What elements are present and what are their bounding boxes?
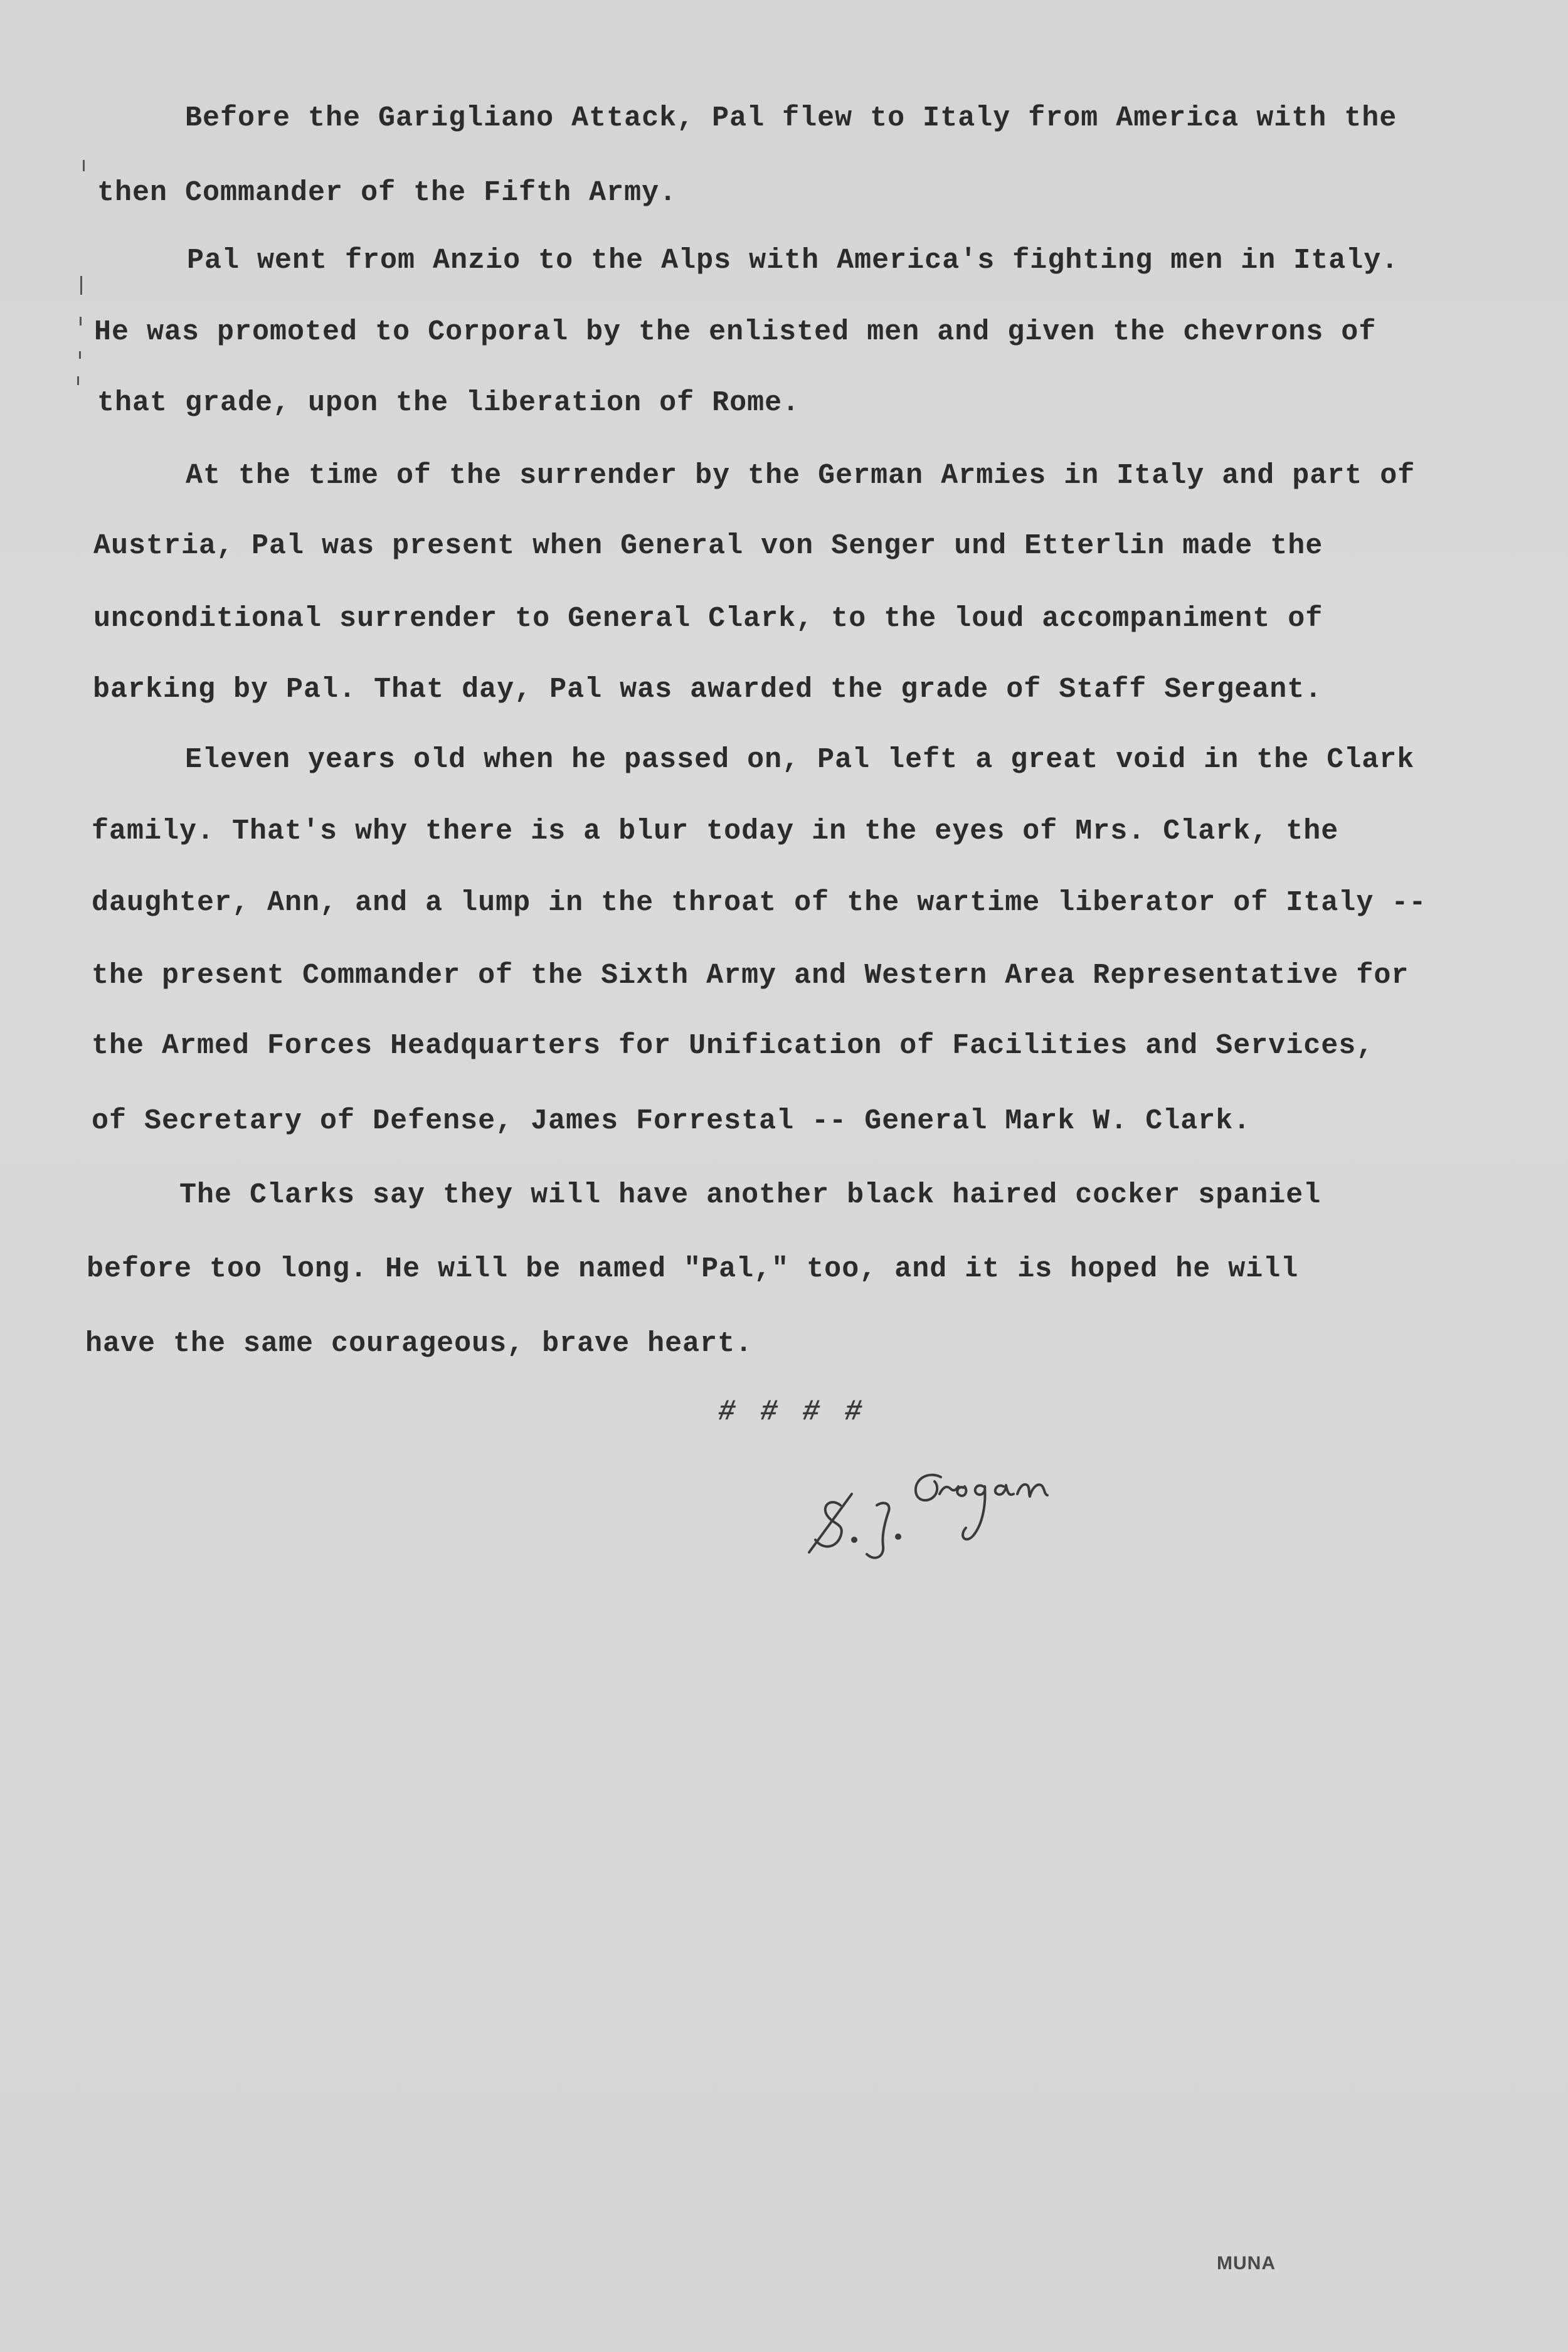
text-line: daughter, Ann, and a lump in the throat of the wartime liberator of Italy --: [92, 887, 1427, 919]
text-line: Austria, Pal was present when General von Senger und Etterlin made the: [93, 530, 1323, 562]
text-line: the Armed Forces Headquarters for Unification of Facilities and Services,: [92, 1030, 1374, 1062]
text-line: the present Commander of the Sixth Army and Western Area Representative for: [92, 960, 1409, 992]
text-line: that grade, upon the liberation of Rome.: [97, 387, 800, 419]
text-line: barking by Pal. That day, Pal was awarded the grade of Staff Sergeant.: [93, 674, 1323, 706]
text-line: of Secretary of Defense, James Forrestal -- General Mark W. Clark.: [92, 1105, 1251, 1137]
margin-mark: [77, 376, 79, 385]
text-line: The Clarks say they will have another black haired cocker spaniel: [179, 1179, 1322, 1211]
handwritten-signature: [797, 1443, 1148, 1568]
text-line: He was promoted to Corporal by the enlisted men and given the chevrons of: [94, 316, 1377, 348]
text-line: At the time of the surrender by the German Armies in Italy and part of: [186, 460, 1416, 492]
text-line: Pal went from Anzio to the Alps with America's fighting men in Italy.: [187, 245, 1399, 277]
margin-mark: [83, 160, 85, 171]
text-line: unconditional surrender to General Clark, to the loud accompaniment of: [93, 603, 1323, 635]
margin-mark: [80, 317, 82, 326]
text-line: Before the Garigliano Attack, Pal flew to Italy from America with the: [185, 102, 1397, 134]
text-line: then Commander of the Fifth Army.: [97, 177, 677, 209]
margin-mark: [80, 276, 82, 295]
text-line: before too long. He will be named "Pal," too, and it is hoped he will: [87, 1253, 1299, 1285]
text-line: have the same courageous, brave heart.: [85, 1328, 753, 1360]
footer-stamp: MUNA: [1217, 2253, 1276, 2274]
text-line: family. That's why there is a blur today in the eyes of Mrs. Clark, the: [92, 815, 1339, 847]
margin-mark: [79, 351, 81, 359]
text-line: Eleven years old when he passed on, Pal left a great void in the Clark: [185, 744, 1415, 776]
end-mark: # # # #: [718, 1396, 866, 1428]
